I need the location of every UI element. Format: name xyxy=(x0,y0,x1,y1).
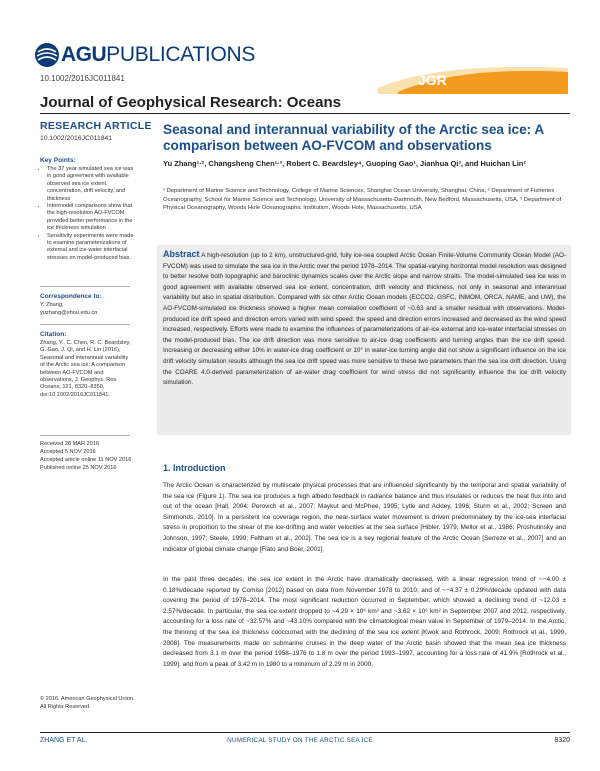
abstract xyxy=(163,249,566,389)
intro-paragraph-1: The Arctic Ocean is characterized by multiscale physical processes that are influenced significantly by the temporal and spatial variability of the sea ice (Figure 1). The sea ice produces a high albedo feedback in radiance balance and thus insulates or reduces the heat flux into and out of the ocean [Hall, 2004; Perovich et al., 2007; Maykut and McPhee, 1995; Lytle and Ackley, 1996; Sturm et al., 2002; Screen and Simmonds, 2010]. In a persistent ice coverage region, the near-surface water movement is driven predominately by the ice-sea interfacial stress in proportion to the shear of the ice-drifting and water velocities at the sea surface [Hibler, 1979; Mellor et al., 1986; Proshutinsky and Johnson, 1997; Steele, 1999; Feltham et al., 2002]. The sea ice is a key regional feature of the Arctic Ocean [Serreze et al., 2007] and an indicator of global climate change [Flato and Boer, 2001]. xyxy=(163,482,566,553)
section-heading: 1. Introduction xyxy=(163,463,226,473)
citation-text: Zhang, Y., C. Chen, R. C. Beardsley, G. Gao, J. Qi, and H. Lin (2016), Seasonal and interannual variability of the Arctic sea ice: A comparison between AO-FVCOM and observations, J. Geophys. Res. Oceans, 121, 8320–8350, doi:10.1002/2016JC011841. xyxy=(40,340,131,398)
published-online-date: Published online 25 NOV 2016 xyxy=(40,465,117,471)
copyright xyxy=(40,696,140,711)
intro-paragraph-2: In the past three decades, the sea ice extent in the Arctic have dramatically decreased, with a linear regression trend of ~−4.00 ± 0.18%/decade reported by Comiso [2012] based on data from November 1978 to 2010, and of ~−4.37 ± 0.29%/decade updated with data covering the period of 1978–2014. The most significant reduction occurred in September, which showed a declining trend of ~12.03 ± 2.57%/decade. In particular, the sea ice extent dropped to ~4.29 × 10⁶ km² and ~3.62 × 10⁶ km² in September 2007 and 2012, respectively, accounting for a loss rate of ~32.57% and ~43.10% compared with the climatological mean value in September of 1979–2014. In the Arctic, the thinning of the sea ice thickness cooccurred with the declining of the sea ice extent [Kwok and Rothrock, 2009; Rothrock et al., 1999, 2008]. The measurements made on submarine cruises in the deep water of the Arctic basin showed that the mean sea ice thickness decreased from 3.1 m over the period 1958–1976 to 1.8 m over the period 1993–1997, accounting for a loss rate of 41.9% [Rothrock et al., 1999], and from a peak of 3.42 m in 1980 to a minimum of 2.29 m in 2000, xyxy=(163,576,566,668)
jgr-logo xyxy=(378,58,568,94)
key-points-list xyxy=(40,166,137,262)
key-points-heading: Key Points: xyxy=(40,157,76,164)
author-list: Yu Zhang¹·², Changsheng Chen¹·³, Robert C. Beardsley⁴, Guoping Gao¹, Jianhua Qi³, and Huichan Lin² xyxy=(163,159,526,168)
agu-publications-logo xyxy=(34,42,255,68)
sidebar-divider xyxy=(40,435,130,436)
affiliations: ¹ Department of Marine Science and Technology, College of Marine Sciences, Shanghai Ocean University, Shanghai, China, ² Department of Fisheries Oceanography, School for Marine Science and Technology, University of Massachusetts-Dartmouth, New Bedford, Massachusetts, USA, ³ Department of Physical Oceanography, Woods Hole Oceanographic Institution, Woods Hole, Massachusetts, USA xyxy=(163,188,562,212)
received-date: Received 28 MAR 2016 xyxy=(40,441,100,447)
abstract-text: A high-resolution (up to 2 km), unstructured-grid, fully ice-sea coupled Arctic Ocean Finite-Volume Community Ocean Model (AO-FVCOM) was used to simulate the sea ice in the Arctic over the period 1978–2014. The spatial-varying horizontal model resolution was designed to better resolve both topographic and baroclinic dynamics scales over the Arctic slope and narrow straits. The model-simulated sea ice was in good agreement with available observed sea ice extent, concentration, drift velocity and thickness, not only in seasonal and interannual variability but also in spatial distribution. Compared with six other Arctic Ocean models (ECCO2, GSFC, INMOM, ORCA, NAME, and UW), the AO-FVCOM-simulated ice thickness showed a higher mean correlation coefficient of ~0.63 and a smaller residual with observations. Model-produced ice drift speed and direction errors varied with wind speed: the speed and direction errors increased and decreased as the wind speed increased, respectively. Efforts were made to examine the influences of parameterizations of air-ice external and ice-water interfacial stresses on the model-produced bias. The ice drift direction was more sensitive to air-ice drag coefficients and turning angles than the ice drift speed. Increasing or decreasing either 10% in water-ice drag coefficient or 10° in water-ice turning angle did not show a significant influence on the ice drift velocity simulation results although the sea ice drift speed was more sensitive to these two parameters than the sea ice drift direction. Using the COARE 4.0-derived parameterization of air-water drag coefficient for wind stress did not significantly influence the ice drift velocity simulation. xyxy=(163,252,566,387)
accepted-online-date: Accepted article online 11 NOV 2016 xyxy=(40,457,132,463)
key-point: • Intermodel comparisons show that the high-resolution AO-FVCOM provided better performance in the ice thickness simulation xyxy=(47,203,137,233)
article-type: RESEARCH ARTICLE xyxy=(40,120,152,132)
agu-globe-icon xyxy=(34,42,60,68)
sidebar-divider xyxy=(40,324,130,325)
accepted-date: Accepted 5 NOV 2016 xyxy=(40,449,96,455)
key-point: • Sensitivity experiments were made to examine parameterizations of external and ice-water interfacial stresses on model-produced bias. xyxy=(47,233,137,263)
article-title: Seasonal and interannual variability of the Arctic sea ice: A comparison between AO-FVCOM and observations xyxy=(163,122,544,153)
page-number: 8320 xyxy=(554,737,570,744)
footer-authors: ZHANG ET AL. xyxy=(40,737,88,744)
logo-agu-text: AGU xyxy=(61,43,107,66)
logo-publications-text: PUBLICATIONS xyxy=(106,43,256,66)
correspondence-heading: Correspondence to: xyxy=(40,293,102,300)
abstract-heading: Abstract xyxy=(163,249,200,259)
citation-heading: Citation: xyxy=(40,331,67,338)
header-doi: 10.1002/2016JC011841 xyxy=(40,74,125,83)
header-rule xyxy=(40,113,570,114)
correspondence-name: Y. Zhang, xyxy=(40,302,64,308)
key-point: • The 37 year simulated sea ice was in good agreement with available observed sea ice extent, concentration, drift velocity, and thickness xyxy=(47,166,137,203)
journal-title: Journal of Geophysical Research: Oceans xyxy=(40,94,341,111)
copyright-line: © 2016. American Geophysical Union. xyxy=(40,696,135,702)
footer-rule xyxy=(40,732,570,733)
article-doi: 10.1002/2016JC011841 xyxy=(40,135,113,142)
footer-running-title: NUMERICAL STUDY ON THE ARCTIC SEA ICE xyxy=(227,737,373,744)
copyright-line: All Rights Reserved. xyxy=(40,703,91,710)
jgr-logo-text: JGR xyxy=(418,72,447,88)
sidebar-divider xyxy=(40,286,130,287)
correspondence-email[interactable]: yuzhang@shou.edu.cn xyxy=(40,310,98,316)
